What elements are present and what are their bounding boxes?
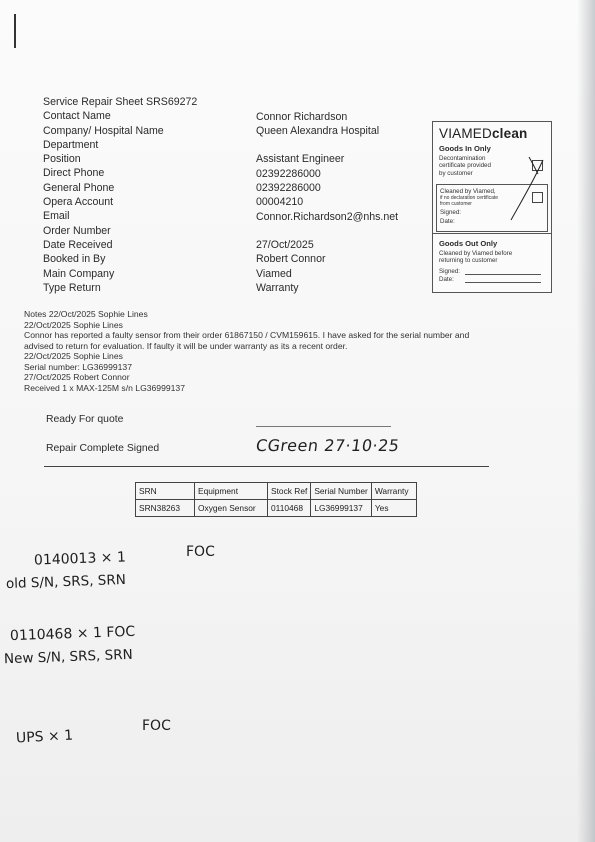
label-opera-account: Opera Account xyxy=(43,196,114,209)
handwritten-part-2: 0110468 × 1 FOC xyxy=(9,623,136,645)
ready-for-quote-line xyxy=(256,426,391,427)
handwritten-foc-1: FOC xyxy=(186,544,215,560)
value-position: Assistant Engineer xyxy=(256,153,345,166)
notes-block xyxy=(24,309,469,393)
value-opera-account: 00004210 xyxy=(256,196,304,209)
note-line: 22/Oct/2025 Sophie Lines xyxy=(24,351,123,361)
stamp-brand-clean: clean xyxy=(491,126,528,141)
pen-mark xyxy=(14,14,16,48)
note-line: Connor has reported a faulty sensor from their order 61867150 / CVM159615. I have asked for the serial number and xyxy=(24,330,470,340)
repair-signature: CGreen 27·10·25 xyxy=(254,436,401,455)
note-line: Received 1 x MAX-125M s/n LG36999137 xyxy=(24,382,185,393)
handwritten-note-old-sn: old S/N, SRS, SRN xyxy=(5,571,127,593)
cell-equipment: Oxygen Sensor xyxy=(195,500,268,517)
label-order-number: Order Number xyxy=(43,224,111,237)
stamp-tick-strokes xyxy=(433,122,551,292)
note-line: advised to return for evaluation. If faulty it will be under warranty as its a recent order. xyxy=(24,340,348,351)
label-type-return: Type Return xyxy=(43,281,101,294)
label-direct-phone: Direct Phone xyxy=(43,167,105,180)
header-equipment: Equipment xyxy=(195,483,268,500)
note-line: Notes 22/Oct/2025 Sophie Lines xyxy=(24,309,148,319)
value-direct-phone: 02392286000 xyxy=(256,167,321,180)
value-general-phone: 02392286000 xyxy=(256,181,321,194)
header-srn: SRN xyxy=(136,483,195,500)
cleaned-text-1: Cleaned by Viamed, xyxy=(440,188,496,195)
goods-out-date-line xyxy=(465,282,541,283)
equipment-table xyxy=(135,482,417,517)
label-position: Position xyxy=(43,153,81,166)
note-line: 27/Oct/2025 Robert Connor xyxy=(24,372,130,382)
goods-out-text-2: returning to customer xyxy=(439,257,498,265)
value-main-company: Viamed xyxy=(256,267,292,280)
note-line: Serial number: LG36999137 xyxy=(24,361,132,372)
stamp-brand-viamed: VIAMED xyxy=(439,126,492,141)
handwritten-part-3: UPS × 1 xyxy=(15,727,74,747)
goods-out-text-1: Cleaned by Viamed before xyxy=(439,250,513,257)
decon-text-3: by customer xyxy=(439,169,473,177)
repair-complete-label: Repair Complete Signed xyxy=(46,443,160,454)
cleaned-signed-label: Signed: xyxy=(440,209,461,216)
label-company: Company/ Hospital Name xyxy=(43,124,164,137)
handwritten-part-1: 0140013 × 1 xyxy=(33,549,127,569)
label-general-phone: General Phone xyxy=(43,181,115,194)
value-company: Queen Alexandra Hospital xyxy=(256,124,380,137)
cell-serial-number: LG36999137 xyxy=(311,500,372,517)
value-order-number xyxy=(256,224,398,238)
goods-out-signed-label: Signed: xyxy=(439,268,460,275)
table-header-row xyxy=(136,483,417,500)
value-contact-name: Connor Richardson xyxy=(256,110,348,123)
label-email: Email xyxy=(43,210,70,223)
decon-text-2: certificate provided xyxy=(439,162,491,170)
label-date-received: Date Received xyxy=(43,238,113,251)
field-labels xyxy=(43,95,197,295)
value-email: Connor.Richardson2@nhs.net xyxy=(256,210,399,223)
label-booked-by: Booked in By xyxy=(43,253,106,266)
cleaned-date-label: Date: xyxy=(440,218,455,225)
goods-out-signed-line xyxy=(465,274,541,275)
section-rule xyxy=(44,466,489,467)
cell-warranty: Yes xyxy=(371,500,416,517)
value-type-return: Warranty xyxy=(256,282,299,295)
label-contact-name: Contact Name xyxy=(43,110,111,123)
field-values xyxy=(256,110,398,296)
goods-out-heading: Goods Out Only xyxy=(439,239,498,248)
header-stock-ref: Stock Ref xyxy=(268,483,311,500)
handwritten-foc-3: FOC xyxy=(142,718,171,734)
value-department xyxy=(256,138,398,152)
cell-stock-ref: 0110468 xyxy=(268,500,311,517)
stamp-divider xyxy=(433,233,551,234)
cleaned-text-3: from customer xyxy=(440,201,472,207)
viamed-clean-stamp xyxy=(432,121,552,293)
goods-in-heading: Goods In Only xyxy=(439,144,491,153)
header-serial-number: Serial Number xyxy=(311,483,372,500)
cleaned-text-2: if no declaration certificate xyxy=(440,195,499,201)
value-date-received: 27/Oct/2025 xyxy=(256,239,314,252)
note-line: 22/Oct/2025 Sophie Lines xyxy=(24,319,123,330)
decon-text-1: Decontamination xyxy=(439,155,486,162)
table-row xyxy=(136,500,417,517)
handwritten-note-new-sn: New S/N, SRS, SRN xyxy=(3,646,133,668)
label-department: Department xyxy=(43,138,99,151)
label-main-company: Main Company xyxy=(43,267,115,280)
cell-srn: SRN38263 xyxy=(136,500,195,517)
goods-out-date-label: Date: xyxy=(439,276,454,283)
ready-for-quote-label: Ready For quote xyxy=(46,414,124,425)
header-warranty: Warranty xyxy=(371,483,416,500)
value-booked-by: Robert Connor xyxy=(256,253,326,266)
sheet-title: Service Repair Sheet SRS69272 xyxy=(43,96,198,108)
page-shadow-edge xyxy=(577,0,595,842)
